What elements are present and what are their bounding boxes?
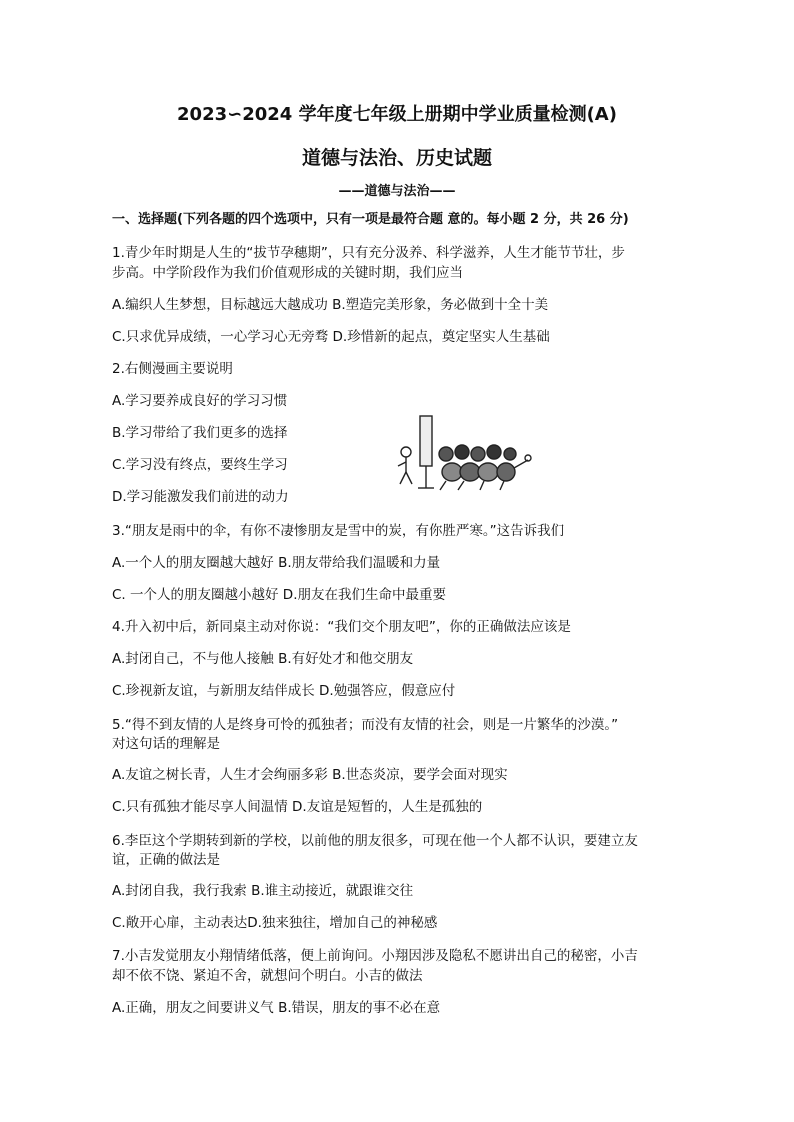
q2-option-c: C.学习没有终点，要终生学习 xyxy=(112,457,288,473)
q3-stem: 3.“朋友是雨中的伞，有你不凄惨朋友是雪中的炭，有你胜严寒。”这告诉我们 xyxy=(112,523,565,539)
q2-option-d: D.学习能激发我们前进的动力 xyxy=(112,489,289,505)
q7-options-ab: A.正确，朋友之间要讲义气 B.错误，朋友的事不必在意 xyxy=(112,1000,441,1016)
q6-stem-line1: 6.李臣这个学期转到新的学校，以前他的朋友很多，可现在他一个人都不认识，要建立友 xyxy=(112,833,638,849)
q5-options-cd: C.只有孤独才能尽享人间温情 D.友谊是短暂的，人生是孤独的 xyxy=(112,799,483,815)
q6-options-cd: C.敞开心扉，主动表达D.独来独往，增加自己的神秘感 xyxy=(112,915,438,931)
subject-title: 道德与法治、历史试题 xyxy=(301,147,492,169)
q1-stem-line1: 1.青少年时期是人生的“拔节孕穗期”，只有充分汲养、科学滋养，人生才能节节壮，步 xyxy=(112,245,625,261)
q1-options-cd: C.只求优异成绩，一心学习心无旁骛 D.珍惜新的起点，奠定坚实人生基础 xyxy=(112,329,550,345)
q7-stem-line1: 7.小吉发觉朋友小翔情绪低落，便上前询问。小翔因涉及隐私不愿讲出自己的秘密，小吉 xyxy=(112,948,638,964)
q1-stem-line2: 步高。中学阶段作为我们价值观形成的关键时期，我们应当 xyxy=(112,265,463,281)
q6-options-ab: A.封闭自我，我行我索 B.谁主动接近，就跟谁交往 xyxy=(112,883,414,899)
q6-stem-line2: 谊，正确的做法是 xyxy=(112,852,220,868)
q5-options-ab: A.友谊之树长青，人生才会绚丽多彩 B.世态炎凉，要学会面对现实 xyxy=(112,767,508,783)
q5-stem-line1: 5.“得不到友情的人是终身可怜的孤独者；而没有友情的社会，则是一片繁华的沙漠。” xyxy=(112,717,619,733)
cartoon-illustration-icon xyxy=(394,414,534,494)
q4-stem: 4.升入初中后，新同桌主动对你说：“我们交个朋友吧”，你的正确做法应该是 xyxy=(112,619,571,635)
q4-options-cd: C.珍视新友谊，与新朋友结伴成长 D.勉强答应，假意应付 xyxy=(112,683,456,699)
q2-option-a: A.学习要养成良好的学习习惯 xyxy=(112,393,288,409)
exam-title: 2023∽2024 学年度七年级上册期中学业质量检测(A) xyxy=(177,104,617,125)
q3-options-cd: C. 一个人的朋友圈越小越好 D.朋友在我们生命中最重要 xyxy=(112,587,446,603)
q2-stem: 2.右侧漫画主要说明 xyxy=(112,361,233,377)
q1-options-ab: A.编织人生梦想，目标越远大越成功 B.塑造完美形象，务必做到十全十美 xyxy=(112,297,549,313)
q5-stem-line2: 对这句话的理解是 xyxy=(112,736,220,752)
q3-options-ab: A.一个人的朋友圈越大越好 B.朋友带给我们温暖和力量 xyxy=(112,555,441,571)
q2-option-b: B.学习带给了我们更多的选择 xyxy=(112,425,288,441)
part1-heading: 一、选择题(下列各题的四个选项中，只有一项是最符合题 意的。每小题 2 分，共 26 分) xyxy=(112,212,629,227)
q4-options-ab: A.封闭自己，不与他人接触 B.有好处才和他交朋友 xyxy=(112,651,414,667)
q7-stem-line2: 却不依不饶、紧迫不舍，就想问个明白。小吉的做法 xyxy=(112,968,423,984)
section-title: ——道德与法治—— xyxy=(338,184,456,199)
